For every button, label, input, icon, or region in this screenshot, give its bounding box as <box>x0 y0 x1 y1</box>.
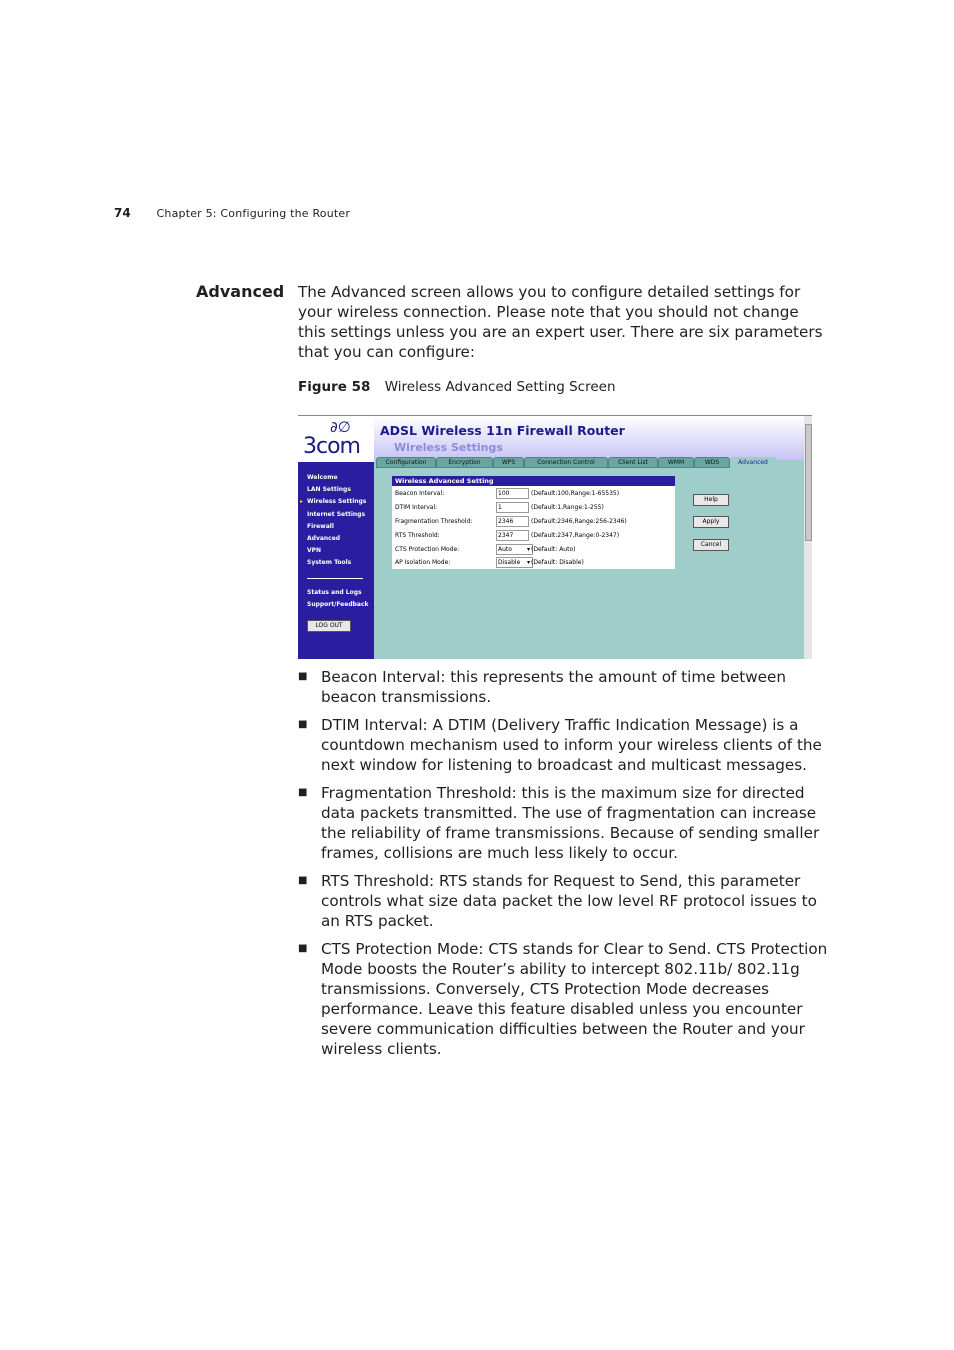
sidebar-item-welcome[interactable]: Welcome <box>307 474 338 481</box>
tab-wds[interactable]: WDS <box>694 457 730 468</box>
panel-title: Wireless Advanced Setting <box>392 476 675 486</box>
logo-swirl-icon: ∂∅ <box>330 418 351 436</box>
router-subtitle: Wireless Settings <box>394 441 503 454</box>
settings-panel <box>392 476 675 569</box>
cancel-button[interactable]: Cancel <box>693 539 729 551</box>
beacon-interval-input[interactable]: 100 <box>496 488 529 499</box>
scrollbar-thumb[interactable] <box>805 424 812 541</box>
sidebar-divider <box>307 578 363 579</box>
dtim-interval-label: DTIM Interval: <box>395 504 438 511</box>
sidebar-item-internet-settings[interactable]: Internet Settings <box>307 510 366 518</box>
tab-wps[interactable]: WPS <box>493 457 524 468</box>
sidebar <box>298 416 374 659</box>
page-number: 74 <box>114 206 131 220</box>
tab-connection-control[interactable]: Connection Control <box>524 457 608 468</box>
list-item: ■ Beacon Interval: this represents the amount of time between beacon transmissions. <box>298 667 828 707</box>
parameter-list <box>298 667 828 1067</box>
cts-protection-select[interactable] <box>496 544 533 555</box>
figure-caption <box>298 379 616 395</box>
sidebar-item-advanced[interactable]: Advanced <box>307 534 341 542</box>
sidebar-menu <box>307 474 373 613</box>
dtim-interval-input[interactable]: 1 <box>496 502 529 513</box>
router-screenshot <box>298 415 812 659</box>
sidebar-item-support[interactable]: Support/Feedback <box>307 600 369 608</box>
list-item: ■ Fragmentation Threshold: this is the maximum size for directed data packets transmitted. The use of fragmentation can increase the reliability of frame transmissions. Because of sending smaller frames, collisions are much less likely to occur. <box>298 783 828 863</box>
beacon-interval-label: Beacon Interval: <box>395 490 445 497</box>
intro-paragraph: The Advanced screen allows you to configure detailed settings for your wireless connection. Please note that you should not change this settings unless you are an expert user. There are six parameters that you can configure: <box>298 283 823 361</box>
rts-threshold-hint: (Default:2347,Range:0-2347) <box>531 532 620 539</box>
banner <box>374 416 804 460</box>
list-item: ■ DTIM Interval: A DTIM (Delivery Traffic Indication Message) is a countdown mechanism used to inform your wireless clients of the next window for listening to broadcast and multicast messages. <box>298 715 828 775</box>
cts-protection-hint: (Default: Auto) <box>531 546 576 553</box>
help-button[interactable]: Help <box>693 494 729 506</box>
sidebar-item-vpn[interactable]: VPN <box>307 547 322 555</box>
tab-encryption[interactable]: Encryption <box>436 457 493 468</box>
fragmentation-threshold-label: Fragmentation Threshold: <box>395 518 473 525</box>
tab-advanced[interactable]: Advanced <box>730 457 776 468</box>
cts-protection-label: CTS Protection Mode: <box>395 546 460 553</box>
figure-label: Figure 58 <box>298 379 371 395</box>
ap-isolation-value: Disable <box>498 559 521 566</box>
section-heading: Advanced <box>196 282 285 301</box>
figure-caption-text: Wireless Advanced Setting Screen <box>384 379 616 395</box>
sidebar-item-wireless-settings[interactable]: ▸ Wireless Settings <box>307 498 373 510</box>
cts-protection-value: Auto <box>498 546 512 553</box>
rts-threshold-label: RTS Threshold: <box>395 532 440 539</box>
sidebar-item-status-logs[interactable]: Status and Logs <box>307 588 362 596</box>
tab-client-list[interactable]: Client List <box>608 457 658 468</box>
logout-button[interactable]: LOG OUT <box>307 620 351 632</box>
cts-protection-row <box>395 544 673 556</box>
ap-isolation-label: AP Isolation Mode: <box>395 559 451 566</box>
sidebar-item-firewall[interactable]: Firewall <box>307 522 334 530</box>
chapter-title: Chapter 5: Configuring the Router <box>156 207 351 220</box>
router-title: ADSL Wireless 11n Firewall Router <box>380 423 625 438</box>
logo-area <box>298 416 374 462</box>
sidebar-item-lan-settings[interactable]: LAN Settings <box>307 486 351 494</box>
fragmentation-threshold-input[interactable]: 2346 <box>496 516 529 527</box>
dtim-interval-hint: (Default:1,Range:1-255) <box>531 504 604 511</box>
beacon-interval-row <box>395 488 673 500</box>
ap-isolation-row <box>395 557 673 569</box>
dtim-interval-row <box>395 502 673 514</box>
fragmentation-threshold-hint: (Default:2346,Range:256-2346) <box>531 518 627 525</box>
list-item: ■ RTS Threshold: RTS stands for Request to Send, this parameter controls what size data packet the low level RF protocol issues to an RTS packet. <box>298 871 828 931</box>
ap-isolation-hint: (Default: Disable) <box>531 559 584 566</box>
tab-wmm[interactable]: WMM <box>658 457 694 468</box>
rts-threshold-row <box>395 530 673 542</box>
chevron-down-icon: ▾ <box>526 559 530 566</box>
page-header <box>114 206 350 220</box>
sidebar-item-system-tools[interactable]: System Tools <box>307 559 352 567</box>
ap-isolation-select[interactable] <box>496 557 533 568</box>
scrollbar[interactable] <box>804 416 812 659</box>
tab-configuration[interactable]: Configuration <box>376 457 436 468</box>
logo-text: 3com <box>303 434 360 459</box>
apply-button[interactable]: Apply <box>693 516 729 528</box>
chevron-down-icon: ▾ <box>526 546 530 553</box>
beacon-interval-hint: (Default:100,Range:1-65535) <box>531 490 620 497</box>
rts-threshold-input[interactable]: 2347 <box>496 530 529 541</box>
list-item: ■ CTS Protection Mode: CTS stands for Clear to Send. CTS Protection Mode boosts the Router’s ability to intercept 802.11b/ 802.11g transmissions. Conversely, CTS Protection Mode decreases performance. Leave this feature disabled unless you encounter severe communication difficulties between the Router and your wireless clients. <box>298 939 828 1059</box>
fragmentation-threshold-row <box>395 516 673 528</box>
